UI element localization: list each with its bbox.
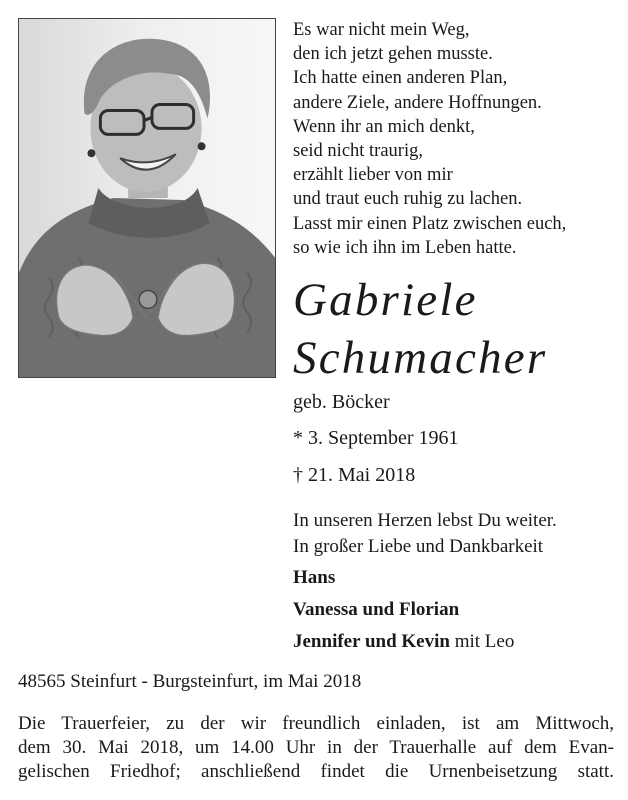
poem-line: Lasst mir einen Platz zwischen euch, <box>293 213 567 234</box>
birth-date: * 3. September 1961 <box>293 427 459 449</box>
family-name: Vanessa und Florian <box>293 599 460 620</box>
dedication-line: In großer Liebe und Dankbarkeit <box>293 535 544 557</box>
first-name: Gabriele <box>293 274 478 326</box>
poem-line: so wie ich ihn im Leben hatte. <box>293 237 517 258</box>
poem-line: seid nicht traurig, <box>293 141 423 162</box>
poem-line: den ich jetzt gehen musste. <box>293 44 493 65</box>
place-date: 48565 Steinfurt - Burgsteinfurt, im Mai 2018 <box>18 671 362 692</box>
dedication-line: In unseren Herzen lebst Du weiter. <box>293 510 557 531</box>
ceremony-notice <box>18 712 614 784</box>
portrait-photo <box>18 18 276 378</box>
family-name-extra: mit Leo <box>449 631 515 652</box>
poem-line: und traut euch ruhig zu lachen. <box>293 189 523 210</box>
family-line-1 <box>293 566 335 590</box>
family-line-2 <box>293 598 459 622</box>
ceremony-line: dem 30. Mai 2018, um 14.00 Uhr in der Trauerhalle auf dem Evan- <box>18 737 614 758</box>
born-name: geb. Böcker <box>293 391 390 413</box>
ceremony-line: Die Trauerfeier, zu der wir freundlich einladen, ist am Mittwoch, <box>18 713 614 734</box>
poem <box>293 18 613 260</box>
ceremony-line: gelischen Friedhof; anschließend findet die Urnenbeisetzung statt. <box>18 761 614 782</box>
poem-line: Es war nicht mein Weg, <box>293 20 470 40</box>
dedication <box>293 508 557 559</box>
last-name: Schumacher <box>293 332 548 384</box>
family-name: Jennifer und Kevin <box>293 631 450 652</box>
death-date: † 21. Mai 2018 <box>293 464 416 486</box>
poem-line: Wenn ihr an mich denkt, <box>293 116 475 137</box>
family-line-3 <box>293 630 514 654</box>
poem-line: Ich hatte einen anderen Plan, <box>293 68 508 89</box>
poem-line: erzählt lieber von mir <box>293 165 453 186</box>
portrait-illustration <box>19 19 275 377</box>
poem-line: andere Ziele, andere Hoffnungen. <box>293 92 542 113</box>
family-name: Hans <box>293 567 336 588</box>
